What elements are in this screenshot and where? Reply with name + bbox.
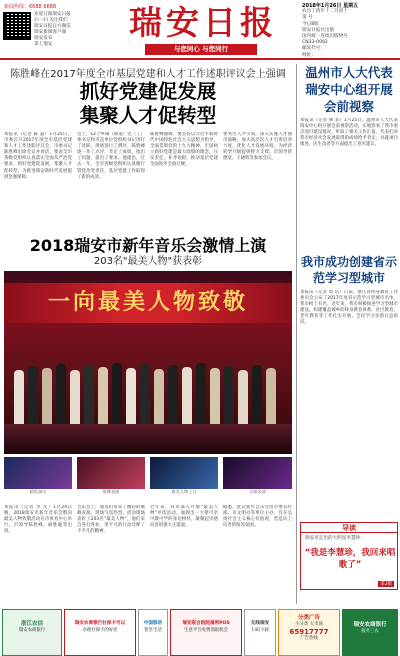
ad-subtitle: 扫码下载 [251,628,269,633]
thumbnail-caption: 精彩演出 [29,489,47,494]
concert-body-column: 近年来，我市深入开展“最美人物”评选活动，涌现出一大批可亲可敬可学的身边榜样，凝聚起崇德向善的强大正能量。 [150,505,218,529]
guide-lead: 瑞安市走出的大明星李慧珍： [305,536,365,541]
lead-kicker: 陈胜峰在2017年度全市基层党建和人才工作述职评议会上强调 [10,69,286,80]
issue-info [302,3,398,59]
thumbnail-image [77,457,145,489]
ad-phone: 65917777 [289,628,329,636]
honoree-figure [28,366,38,428]
honoree-figure [112,363,122,428]
honorees-group [14,338,282,428]
ad-title: 瑞安联合医院福利POS [182,621,230,626]
ad-subtitle: 广告热线 [300,636,318,641]
thumbnail-image [223,457,292,489]
ad-classified[interactable] [278,609,340,656]
subscription-item: 瑞安新闻客户端 [34,30,67,35]
honoree-figure [168,365,178,428]
honoree-figure [182,367,192,428]
right-body-npc: 本报讯（记者 林 菲）1月25日，温州市人大代表瑞安中心组开展会前视察活动，实地察看了我市重点项目建设情况，听取了相关工作汇报。代表们对我市经济社会发展取得的成绩给予肯定，并就项目推进、民生改善等方面提出了意见建议。 [300,118,398,148]
ad-title: 分类广告 [297,615,320,621]
honoree-figure [98,367,108,428]
honoree-figure [56,364,66,428]
info-line: 网址： [302,52,316,58]
ad-title: 瑞安农商银行 [353,622,387,628]
ad-subtitle: 办理社保卡的好处 [82,628,118,633]
info-line: 瑞安日报社出版 [302,27,335,33]
subscription-item: 瑞安日报官方微信 [34,24,71,29]
ad-bank[interactable] [2,609,62,656]
advertisement-strip [0,609,400,656]
subscription-item: 扫一扫 关注我们 [34,18,68,23]
lead-headline-line: 抓好党建促发展 [79,80,217,103]
ad-subtitle: 小分类 大市场 [295,622,323,627]
concert-body-column: 本报讯（记者 李 凡）1月24日晚，2018瑞安市新年音乐会暨向最美人物致敬活动在市体育中心举行。市领导陈胜峰、麻胜聪等出席。 [4,505,72,535]
honoree-figure [266,368,276,428]
masthead-divider [0,58,400,60]
subscription-item: 瑞安发布 [34,36,53,41]
concert-thumbnail-strip [4,457,292,503]
thumbnail-caption: 歌舞表演 [102,489,120,494]
thumbnail-image [150,457,218,489]
issue-date: 2018年1月26日 星期五 [302,3,359,9]
ad-subtitle: 瑞安农商银行 [18,628,46,633]
honoree-figure [238,370,248,428]
honoree-figure [252,365,262,428]
right-body-learning-city: 本报讯（记者 周 洁）日前，浙江省终身教育工作委员会公布了2017年度省示范学习型城市名单，我市榜上有名。近年来，我市积极推进学习型城市建设，构建覆盖城乡的终身教育体系，社区教育、老年教育等工作扎实开展，全民学习氛围日益浓厚。 [300,290,398,326]
thumbnail-caption: 最美人物上台 [171,489,197,494]
concert-thumbnail [4,457,72,495]
subscription-item: 掌上瑞安 [34,42,53,47]
right-headline-npc: 温州市人大代表瑞安中心组开展会前视察 [305,65,393,114]
honoree-figure [42,368,52,428]
ad-mobile[interactable] [138,609,168,656]
info-line: 第 号 [302,15,313,21]
guide-tag: 导读 [301,523,397,533]
honoree-figure [70,370,80,428]
lead-headline [4,80,292,128]
ad-subtitle: 服务三农 [361,629,379,634]
ad-subtitle: 生意平台免费领取机会 [184,628,228,633]
ad-title: 浙江农信 [20,621,43,627]
ad-subtitle: 智享生活 [144,628,162,633]
concert-thumbnail [150,457,218,495]
subscription-list [34,12,71,48]
info-line: CN33-0092 [302,40,328,46]
guide-box[interactable] [300,522,398,590]
info-line: 邮发代号： [302,46,325,52]
honoree-figure [84,365,94,428]
ad-pos[interactable] [170,609,242,656]
column-divider [296,64,297,604]
info-line: 国内统一连续出版物号 [302,34,348,40]
honoree-figure [154,369,164,428]
info-line: 农历丁酉年十二月初十 [302,9,348,15]
lead-body-column: 会上，12个乡镇（街道）党（工）委书记和市直单位党组织书记进行了述职，现场进行了测评。陈胜峰逐一作了点评，肯定了成绩，指出了问题，提出了要求。他指出，过去一年，全市各级党组织认真履行管党治党责任，基层党建工作取得了新的成效。 [77,132,145,180]
honoree-figure [224,366,234,428]
subscription-item: 欢迎订阅瑞安日报 [34,12,71,17]
honoree-figure [210,368,220,428]
hotline-text: 新闻热线：6688 6688 [4,4,57,10]
concert-body-column: 音乐会上，演员们带来了精彩的歌舞表演，现场气氛热烈。活动现场表彰了203名“最美人物”，他们来自各行各业，用平凡的行动诠释了不平凡的精神。 [77,505,145,535]
info-line: 今日8版 [302,21,319,27]
lead-body-column: 陈胜峰强调，要坚持以习近平新时代中国特色社会主义思想为指导，全面贯彻党的十九大精神，牢固树立抓好党建是最大政绩的理念，压实责任，补齐短板，推动基层党建全面进步全面过硬。 [150,132,218,168]
ad-app[interactable] [244,609,276,656]
concert-body-column: 据悉，此次新年音乐会由市委宣传部、市文明办等单位主办，旨在弘扬社会主义核心价值观，营造向上向善的浓厚氛围。 [223,505,292,529]
honoree-figure [126,368,136,428]
concert-stage-photo [4,271,292,454]
lead-body-column: 要突出人才引领，深入实施人才强市战略，加大高层次人才引进培养力度，优化人才发展环境，为经济转型升级提供智力支撑。市领导蒋德宽、王晓辉等参加会议。 [223,132,292,162]
honoree-figure [140,364,150,428]
thumbnail-image [4,457,72,489]
slogan-banner: 与您同心 与您同行 [145,44,257,55]
concert-thumbnail [77,457,145,495]
concert-subhead: 203名"最美人物"获表彰 [93,256,203,267]
lead-body-column: 本报讯（记者 陈 晶）1月25日，市委召开2017年度全市基层党建和人才工作述职评议会。市委书记陈胜峰出席会议并讲话，要求全市各级党组织认真落实全面从严治党要求，抓好党建促发展，集聚人才促转型，为推进瑞安新时代发展提供坚强保障。 [4,132,72,180]
concert-headline: 2018瑞安市新年音乐会激情上演 [29,236,267,255]
ad-title: 中国移动 [143,621,163,626]
honoree-figure [196,363,206,428]
ad-social-card[interactable] [64,609,136,656]
ad-rural-bank[interactable] [342,609,398,656]
lead-headline-line: 集聚人才促转型 [79,104,217,127]
concert-thumbnail [223,457,292,495]
ad-title: 瑞安农商银行社保卡可以 [74,621,126,626]
stage-banner-text: 一向最美人物致敬 [47,290,248,315]
right-headline-learning-city: 我市成功创建省示范学习型城市 [300,255,397,285]
guide-page-ref: 第2版 [380,582,392,587]
newspaper-logo: 瑞安日报 [129,3,277,42]
guide-title[interactable]: “我是李慧珍，我回来唱歌了” [304,548,396,570]
thumbnail-caption: 合唱表演 [249,489,266,494]
qr-code-icon [3,12,31,40]
ad-title: 无线瑞安 [250,621,270,626]
masthead [0,0,400,60]
honoree-figure [14,370,24,428]
stage-floor [4,424,292,454]
